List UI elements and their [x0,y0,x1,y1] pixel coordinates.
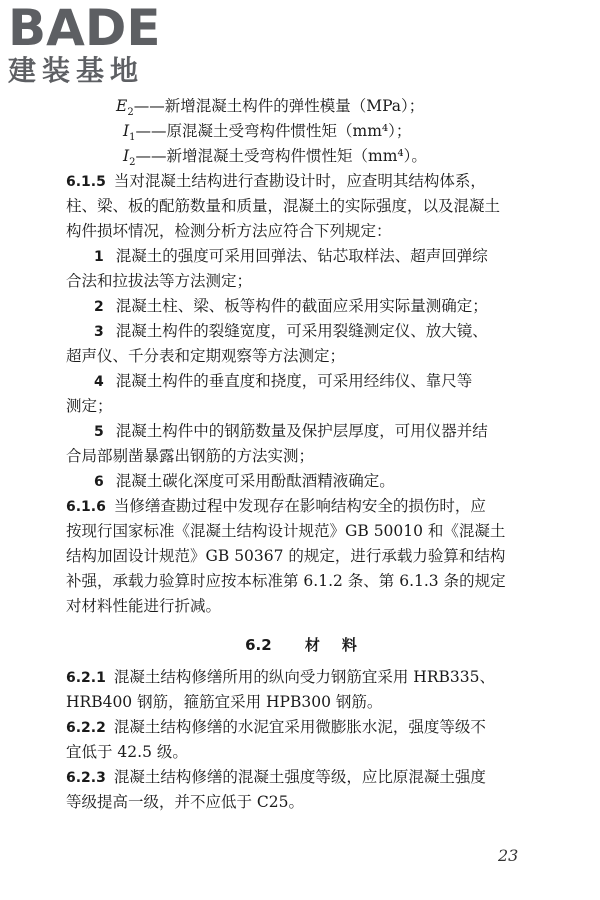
logo-subtitle: 建装基地 [8,54,145,87]
list-item: 4 混凝土构件的垂直度和挠度，可采用经纬仪、靠尺等 [94,372,473,390]
clause-number: 6.2.1 [66,670,106,686]
section-heading: 6.2 材 料 [245,636,357,654]
list-item: 3 混凝土构件的裂缝宽度，可采用裂缝测定仪、放大镜、 [94,322,488,340]
clause-number: 6.2.3 [66,770,106,786]
clause-6-2-1: 6.2.1 混凝土结构修缮所用的纵向受力钢筋宜采用 HRB335、 HRB400 钢筋，箍筋宜采用 HPB300 钢筋。 [66,668,495,711]
brand-logo [8,0,178,88]
list-item: 1 混凝土的强度可采用回弹法、钻芯取样法、超声回弹综 [94,247,488,265]
list-item: 2 混凝土柱、梁、板等构件的截面应采用实际量测确定； [94,297,488,315]
list-item: 6 混凝土碳化深度可采用酚酞酒精液确定。 [94,472,395,490]
logo-letters-de: DE [84,0,161,57]
logo-letter-a: A [46,0,85,57]
logo-letter-b: B [8,0,47,57]
list-item: 5 混凝土构件中的钢筋数量及保护层厚度，可用仪器并结 [94,422,488,440]
clause-number: 6.1.5 [66,174,106,190]
clause-6-2-2: 6.2.2 混凝土结构修缮的水泥宜采用微膨胀水泥，强度等级不 宜低于 42.5 级。 [66,718,486,761]
variable-e2: $E_2——$新增混凝土构件的弹性模量（MPa）； [116,97,425,119]
variable-definitions [66,94,536,169]
document-body [66,94,536,815]
clause-number: 6.2.2 [66,720,106,736]
clause-number: 6.1.6 [66,499,106,515]
clause-6-1-6: 6.1.6 当修缮查勘过程中发现存在影响结构安全的损伤时，应 按现行国家标准《混凝土结构设计规范》GB 50010 和《混凝土 结构加固设计规范》GB 50367 的规定，进行承载力验算和结构 补强，承载力验算时应按本标准第 6.1.2 条、第 6.1.3 条的规定 对材料性能进行折减。 [66,497,506,615]
variable-i1: $I_1——$原混凝土受弯构件惯性矩（mm⁴）； [123,122,412,144]
clause-6-2-3: 6.2.3 混凝土结构修缮的混凝土强度等级，应比原混凝土强度 等级提高一级，并不应低于 C25。 [66,768,486,811]
clause-6-1-5: 6.1.5 当对混凝土结构进行查勘设计时，应查明其结构体系， 柱、梁、板的配筋数量和质量，混凝土的实际强度，以及混凝土 构件损坏情况，检测分析方法应符合下列规定： 1 混凝土的强度可采用回弹法、钻芯取样法、超声回弹综 合法和拉拔法等方法测定； 2 混凝土柱、梁、板等构件的截面应采用实际量测确定； 3 混凝土构件的裂缝宽度，可采用裂缝测定仪、放大镜、 超声仪、千分表和定期观察等方法测定； 4 混凝土构件的垂直度和挠度，可采用经纬仪、靠尺等 测定； 5 混凝土构件中的钢筋数量及保护层厚度，可用仪器并结 合局部剔凿暴露出钢筋的方法实测； 6 混凝土碳化深度可采用酚酞酒精液确定。 [66,169,536,494]
page-number: 23 [498,846,519,865]
logo-wordmark [8,0,178,57]
variable-i2: $I_2——$新增混凝土受弯构件惯性矩（mm⁴）。 [123,147,427,169]
